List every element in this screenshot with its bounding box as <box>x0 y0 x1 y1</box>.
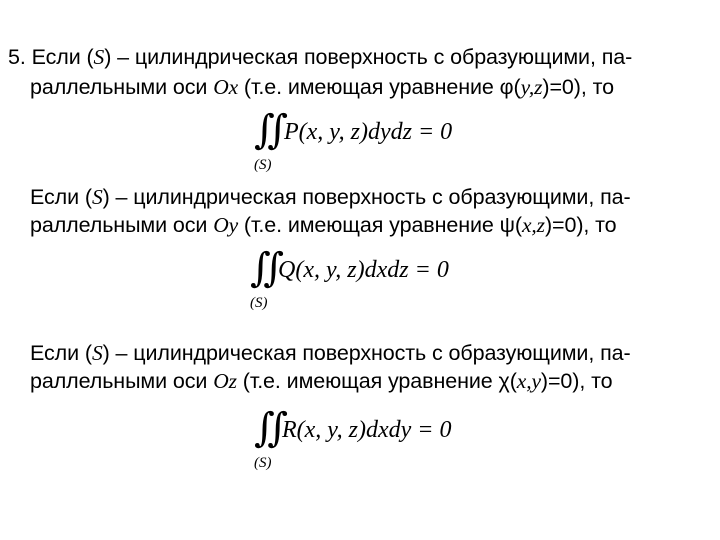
axis-symbol: Oz <box>213 369 237 393</box>
axis-symbol: Oy <box>213 213 239 237</box>
text: )=0), то <box>544 213 617 237</box>
text: (т.е. имеющая уравнение <box>238 213 500 237</box>
function-args: y,z <box>520 75 543 99</box>
integral-domain: (S) <box>254 455 272 471</box>
double-integral-sign: ∬ <box>250 245 279 290</box>
surface-symbol: S <box>91 185 103 209</box>
paragraph-2-line-1 <box>30 184 631 210</box>
text: ) – цилиндрическая поверхность с образующими, па- <box>102 185 631 209</box>
surface-symbol: S <box>91 341 103 365</box>
paragraph-3-line-2 <box>30 368 612 394</box>
integral-expression: Q(x, y, z)dxdz = 0 <box>278 257 449 283</box>
function-args: x,z <box>521 213 545 237</box>
text: ( <box>514 213 522 237</box>
text: раллельными оси <box>30 213 214 237</box>
text: Если ( <box>31 45 94 69</box>
paragraph-3-line-1 <box>30 340 631 366</box>
paragraph-1-line-2 <box>30 74 614 100</box>
text: ) – цилиндрическая поверхность с образующими, па- <box>102 341 631 365</box>
integral-domain: (S) <box>254 157 272 173</box>
integral-domain: (S) <box>250 295 268 311</box>
integral-expression: P(x, y, z)dydz = 0 <box>284 119 453 145</box>
text: Если ( <box>30 185 92 209</box>
text: ( <box>513 75 521 99</box>
paragraph-1-line-1 <box>8 44 632 70</box>
text: ( <box>509 369 517 393</box>
text: раллельными оси <box>30 369 214 393</box>
text: раллельными оси <box>30 75 214 99</box>
surface-symbol: S <box>93 45 105 69</box>
text: (т.е. имеющая уравнение <box>236 369 499 393</box>
text: ) – цилиндрическая поверхность с образующими, па- <box>104 45 633 69</box>
double-integral-sign: ∬ <box>254 405 283 450</box>
text: )=0), то <box>542 75 614 99</box>
function-symbol: ψ <box>499 213 515 237</box>
function-args: x,y <box>516 369 541 393</box>
text: Если ( <box>30 341 92 365</box>
function-symbol: χ <box>498 369 510 393</box>
function-symbol: φ <box>499 75 514 99</box>
item-number: 5. <box>8 45 26 69</box>
double-integral-sign: ∬ <box>254 107 283 152</box>
integral-expression: R(x, y, z)dxdy = 0 <box>282 417 452 443</box>
axis-symbol: Ox <box>213 75 239 99</box>
text: (т.е. имеющая уравнение <box>238 75 500 99</box>
text: )=0), то <box>540 369 613 393</box>
paragraph-2-line-2 <box>30 212 617 238</box>
